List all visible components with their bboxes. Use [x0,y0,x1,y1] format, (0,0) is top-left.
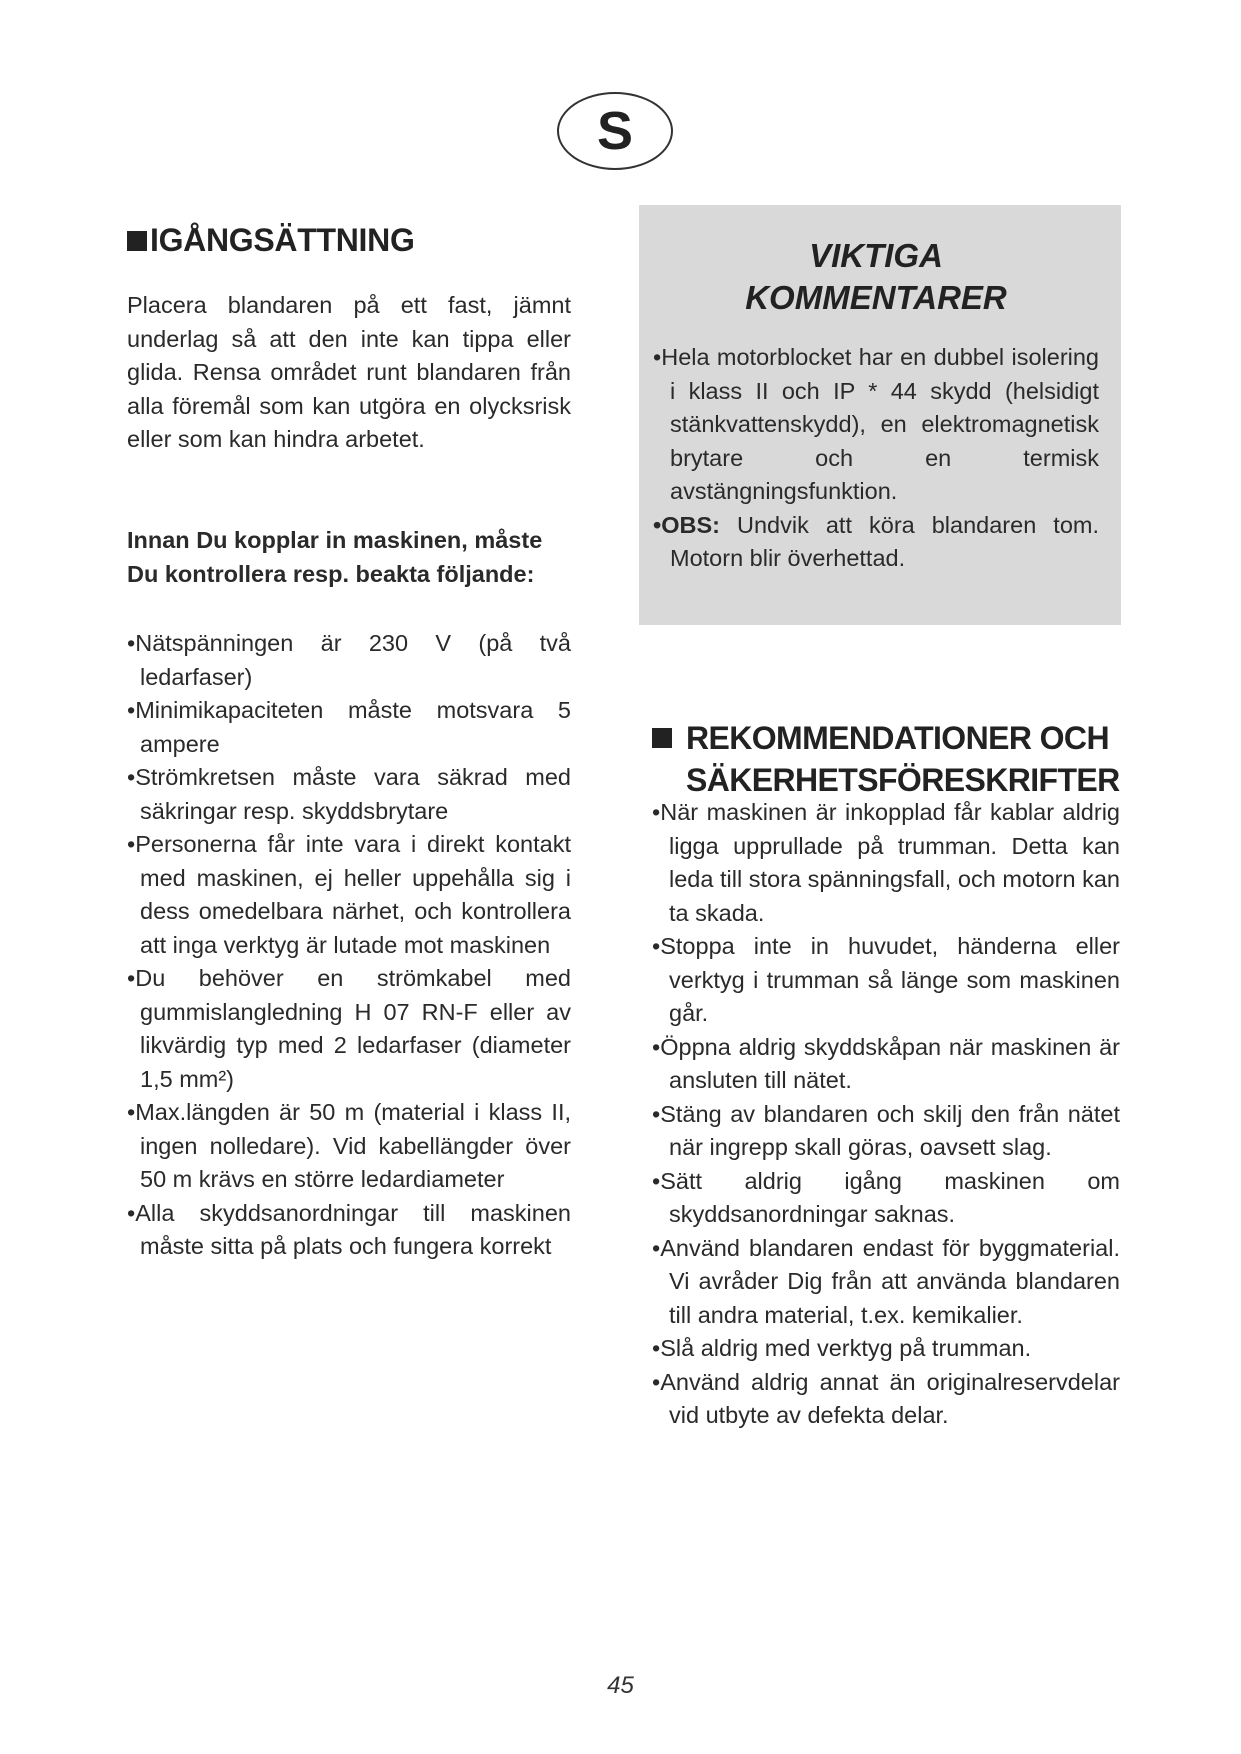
list-item: •Nätspänningen är 230 V (på två ledarfaser) [127,630,571,690]
notes-list [653,341,1099,576]
left-column [127,222,571,1259]
list-item: •Använd aldrig annat än originalreservdelar vid utbyte av defekta delar. [652,1368,1120,1428]
obs-label: •OBS: [653,511,720,538]
section-title-recommendations [652,717,1122,801]
list-item [653,509,1099,576]
list-item: •Hela motorblocket har en dubbel isolering i klass II och IP * 44 skydd (helsidigt stänkvattenskydd), en elektromagnetisk brytare och en termisk avstängningsfunktion. [653,344,1099,504]
list-item: •Stoppa inte in huvudet, händerna eller verktyg i trumman så länge som maskinen går. [652,933,1120,1026]
important-notes-box [639,205,1121,625]
intro-paragraph: Placera blandaren på ett fast, jämnt underlag så att den inte kan tippa eller glida. Rensa området runt blandaren från alla föremål som kan utgöra en olycksrisk eller som kan hindra arbetet. [127,292,571,452]
list-item: •Strömkretsen måste vara säkrad med säkringar resp. skyddsbrytare [127,764,571,824]
list-item: •Använd blandaren endast för byggmaterial. Vi avråder Dig från att använda blandaren till andra material, t.ex. kemikalier. [652,1234,1120,1328]
checklist-heading: Innan Du kopplar in maskinen, måste Du kontrollera resp. beakta följande: [127,527,543,587]
recommendations-list [652,796,1120,1433]
notes-title-line2: KOMMENTARER [745,279,1007,316]
list-item: •Sätt aldrig igång maskinen om skyddsanordningar saknas. [652,1167,1120,1227]
page-number: 45 [607,1672,634,1699]
rec-title-line1: REKOMMENDATIONER OCH [686,719,1109,756]
list-item: •Minimikapaciteten måste motsvara 5 ampere [127,697,571,757]
notes-title-line1: VIKTIGA [809,237,943,274]
list-item: •Öppna aldrig skyddskåpan när maskinen är ansluten till nätet. [652,1033,1120,1093]
list-item: •Personerna får inte vara i direkt kontakt med maskinen, ej heller uppehålla sig i dess omedelbara närhet, och kontrollera att inga verktyg är lutade mot maskinen [127,831,571,958]
list-item: •När maskinen är inkopplad får kablar aldrig ligga upprullade på trumman. Detta kan leda till stora spänningsfall, och motorn kan ta skada. [652,799,1120,926]
language-letter: S [596,101,634,161]
square-bullet-icon [652,728,672,748]
list-item: •Alla skyddsanordningar till maskinen måste sitta på plats och fungera korrekt [127,1199,571,1259]
list-item: •Du behöver en strömkabel med gummislangledning H 07 RN-F eller av likvärdig typ med 2 ledarfaser (diameter 1,5 mm²) [127,965,571,1092]
obs-text: Undvik att köra blandaren tom. Motorn blir överhettad. [670,511,1099,571]
language-badge [557,92,673,170]
section-title-igangsattning [127,222,571,259]
section-title-text: IGÅNGSÄTTNING [150,222,415,258]
checklist [127,627,571,1264]
square-bullet-icon [127,231,147,251]
list-item: •Stäng av blandaren och skilj den från nätet när ingrepp skall göras, oavsett slag. [652,1100,1120,1160]
notes-title [653,235,1099,319]
list-item: •Slå aldrig med verktyg på trumman. [652,1335,1032,1361]
list-item: •Max.längden är 50 m (material i klass II, ingen nolledare). Vid kabellängder över 50 m krävs en större ledardiameter [127,1099,571,1192]
rec-title-line2: SÄKERHETSFÖRESKRIFTER [686,761,1120,798]
